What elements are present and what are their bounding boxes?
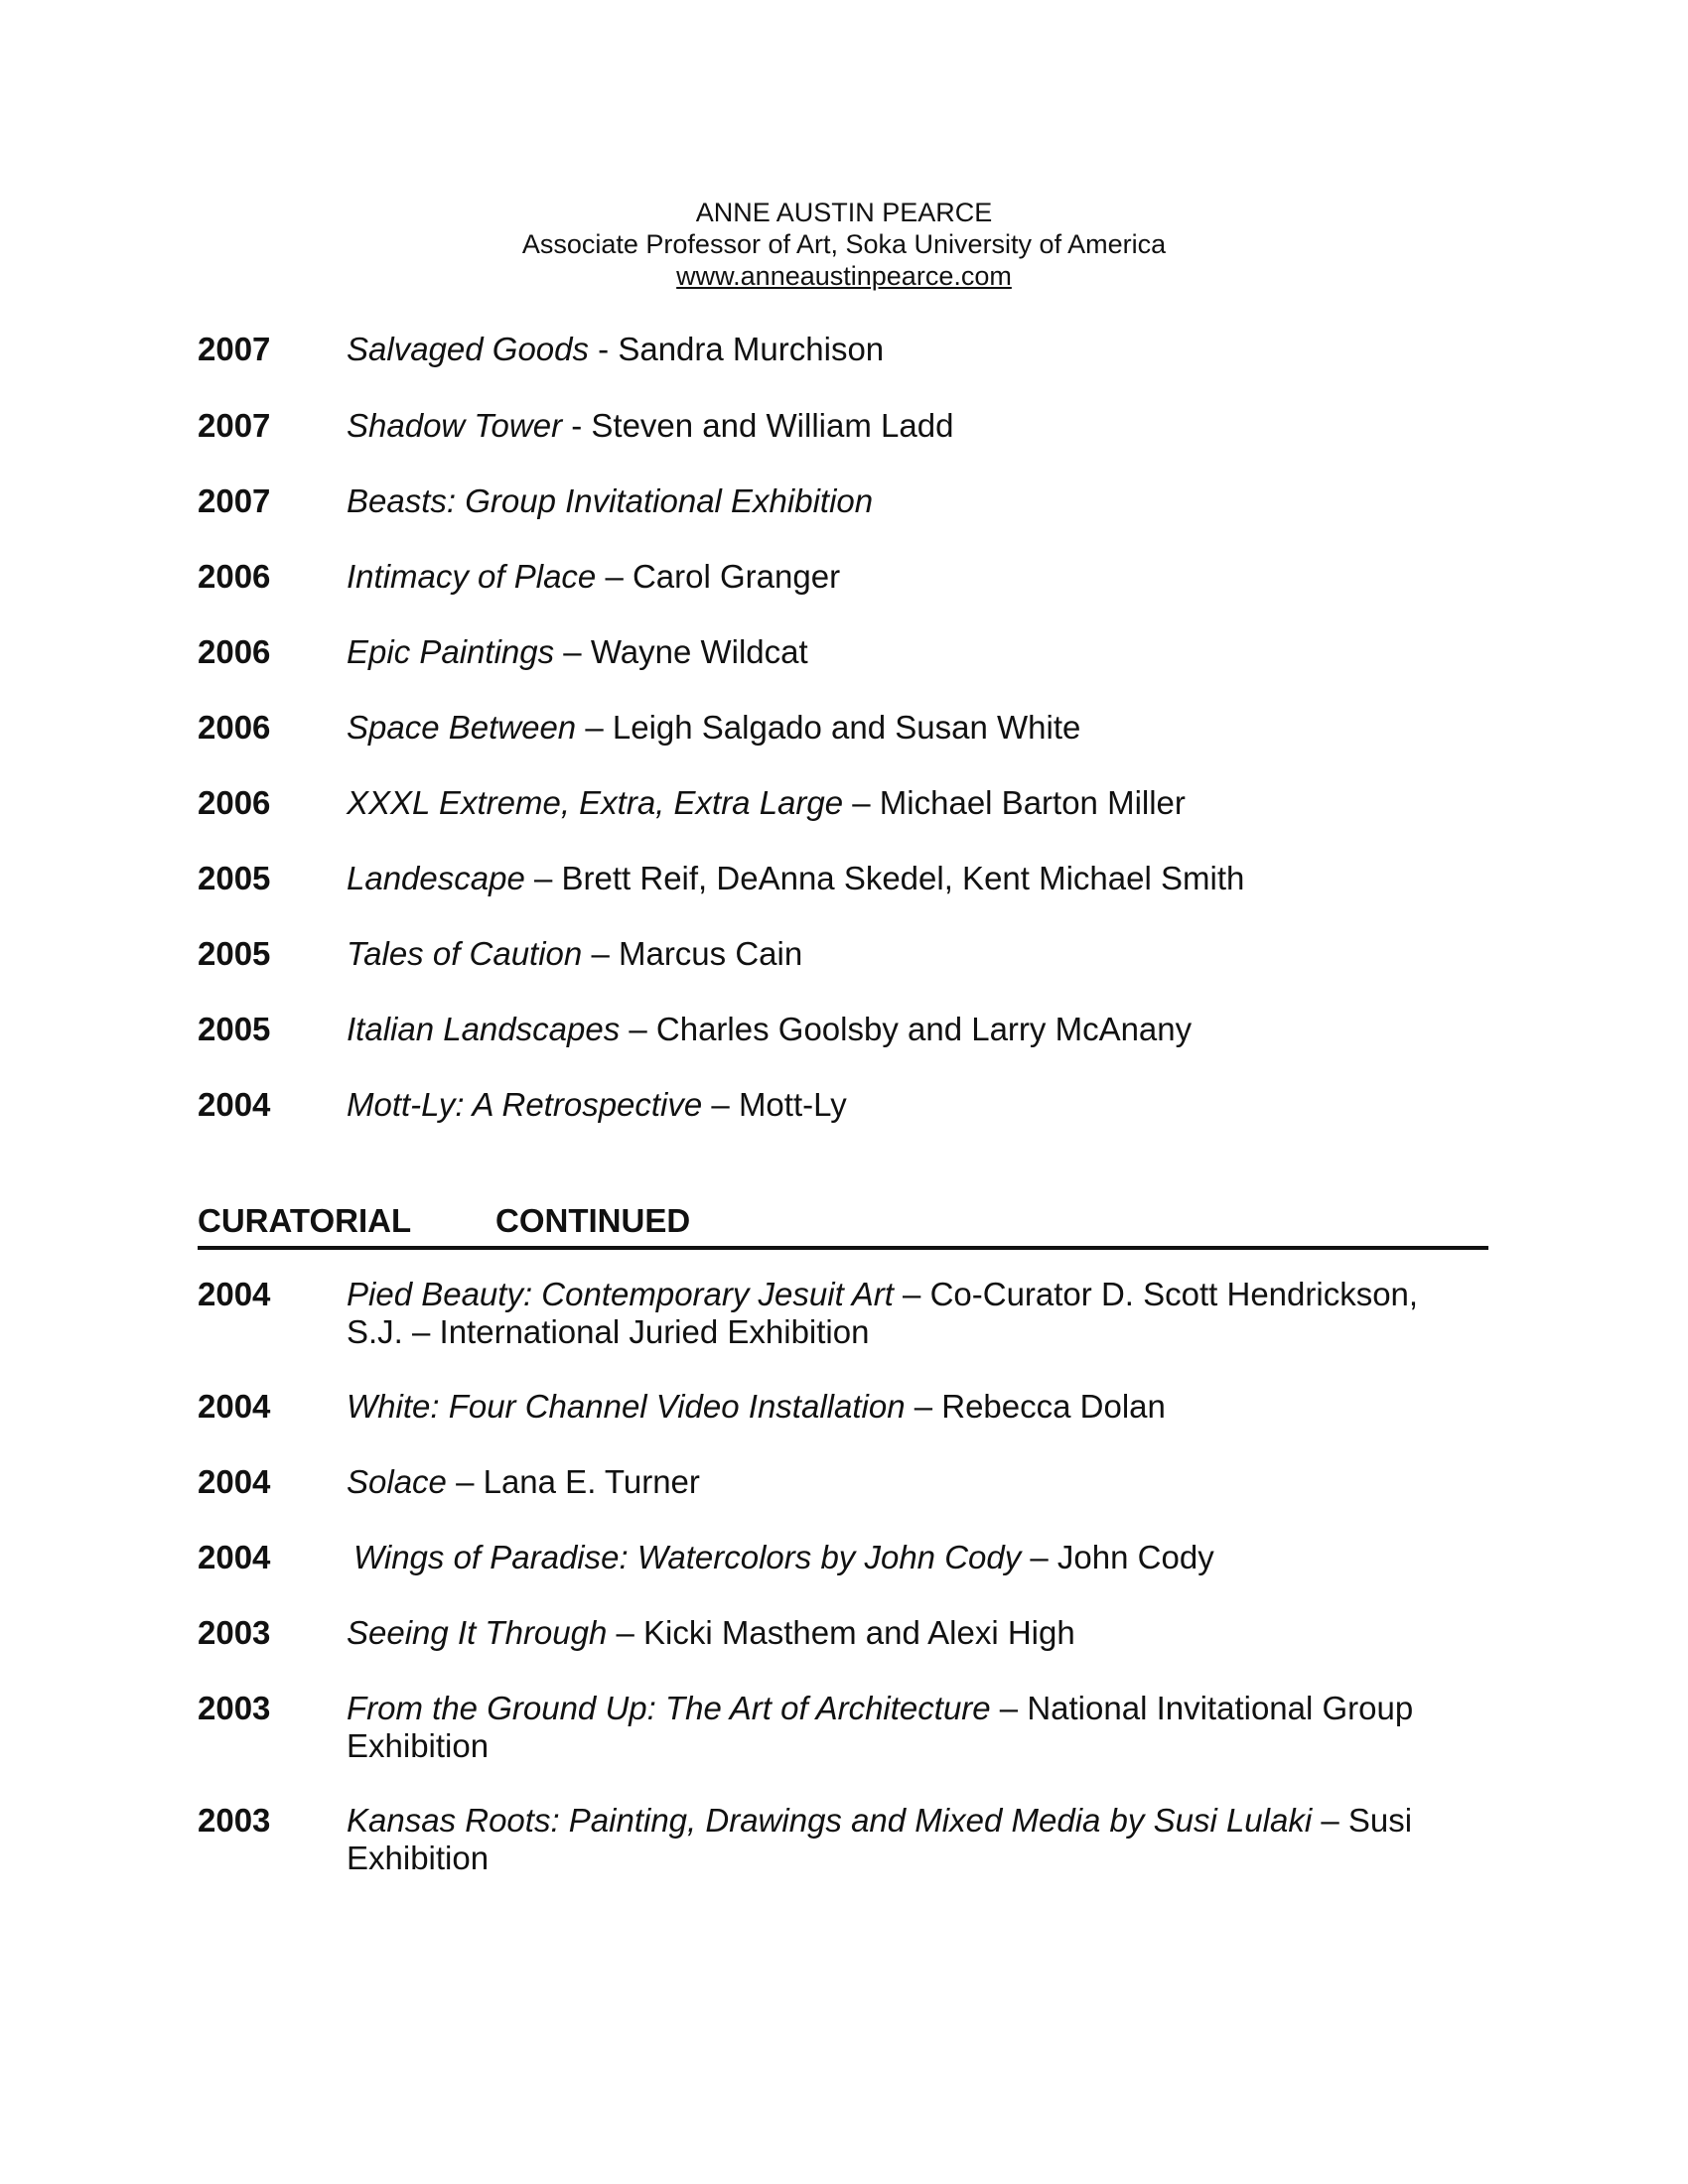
entry-description: [347, 860, 1637, 897]
entry-title: White: Four Channel Video Installation: [347, 1388, 906, 1425]
entry-year: 2003: [198, 1802, 271, 1839]
entry-detail-continued: Exhibition: [347, 1840, 490, 1876]
entry-title: Pied Beauty: Contemporary Jesuit Art: [347, 1276, 894, 1312]
entry-detail: – Rebecca Dolan: [905, 1388, 1166, 1425]
entry-detail-continued: S.J. – International Juried Exhibition: [347, 1313, 870, 1350]
website-link[interactable]: www.anneaustinpearce.com: [676, 261, 1012, 291]
entry-description: [353, 1539, 1644, 1576]
entry-description: [347, 331, 1637, 368]
entry-title: Shadow Tower: [347, 407, 563, 444]
entry-detail: - Sandra Murchison: [589, 331, 885, 367]
entry-title: Mott-Ly: A Retrospective: [347, 1086, 703, 1123]
entry-detail-continued: Exhibition: [347, 1727, 490, 1764]
entry-detail: – Kicki Masthem and Alexi High: [607, 1614, 1075, 1651]
entry-description: [347, 558, 1637, 596]
entry-year: 2007: [198, 407, 271, 444]
entry-year: 2004: [198, 1086, 271, 1123]
entry-description: [347, 1802, 1637, 1877]
entry-title: Wings of Paradise: Watercolors by John Cody: [353, 1539, 1022, 1575]
entry-title: Beasts: Group Invitational Exhibition: [347, 482, 874, 519]
entry-detail: – Brett Reif, DeAnna Skedel, Kent Michael Smith: [524, 860, 1245, 896]
entry-year: 2005: [198, 1011, 271, 1047]
entry-description: [347, 407, 1637, 445]
entry-year: 2007: [198, 482, 271, 519]
entry-description: [347, 1011, 1637, 1048]
entry-description: [347, 482, 1637, 520]
section-heading: [198, 1198, 1488, 1250]
entry-description: [347, 1690, 1637, 1765]
entry-year: 2006: [198, 558, 271, 595]
entry-title: Salvaged Goods: [347, 331, 590, 367]
entry-title: Solace: [347, 1463, 447, 1500]
entry-detail: – Co-Curator D. Scott Hendrickson,: [893, 1276, 1419, 1312]
entry-year: 2004: [198, 1276, 271, 1312]
entry-title: Seeing It Through: [347, 1614, 608, 1651]
entry-title: Epic Paintings: [347, 633, 555, 670]
entry-year: 2005: [198, 860, 271, 896]
entry-description: [347, 633, 1637, 671]
entry-title: Kansas Roots: Painting, Drawings and Mixed Media by Susi Lulaki: [347, 1802, 1313, 1839]
entry-year: 2003: [198, 1690, 271, 1726]
entry-detail: – Wayne Wildcat: [554, 633, 808, 670]
entry-detail: – Susi: [1312, 1802, 1413, 1839]
entry-description: [347, 1388, 1637, 1426]
section-continued-label: CONTINUED: [495, 1202, 691, 1239]
entry-year: 2003: [198, 1614, 271, 1651]
entry-title: Tales of Caution: [347, 935, 583, 972]
entry-detail: – Michael Barton Miller: [843, 784, 1186, 821]
entry-title: Landescape: [347, 860, 525, 896]
entry-detail: – Marcus Cain: [582, 935, 803, 972]
author-position: Associate Professor of Art, Soka University of America: [521, 229, 1167, 259]
entry-year: 2006: [198, 633, 271, 670]
entry-title: Space Between: [347, 709, 577, 746]
entry-description: [347, 935, 1637, 973]
entry-year: 2005: [198, 935, 271, 972]
entry-title: XXXL Extreme, Extra, Extra Large: [347, 784, 844, 821]
entry-year: 2004: [198, 1539, 271, 1575]
entry-description: [347, 784, 1637, 822]
entry-title: Italian Landscapes: [347, 1011, 621, 1047]
entry-description: [347, 1276, 1637, 1351]
entry-detail: – Mott-Ly: [702, 1086, 847, 1123]
entry-year: 2004: [198, 1463, 271, 1500]
entry-title: From the Ground Up: The Art of Architecture: [347, 1690, 991, 1726]
section-title: CURATORIAL: [198, 1202, 412, 1239]
document-header: [0, 197, 1688, 292]
entry-year: 2006: [198, 784, 271, 821]
entry-detail: – Charles Goolsby and Larry McAnany: [620, 1011, 1193, 1047]
entry-year: 2004: [198, 1388, 271, 1425]
entry-detail: – Carol Granger: [596, 558, 841, 595]
entry-description: [347, 1614, 1637, 1652]
entry-description: [347, 1086, 1637, 1124]
entry-description: [347, 1463, 1637, 1501]
entry-year: 2006: [198, 709, 271, 746]
entry-detail: – Lana E. Turner: [446, 1463, 700, 1500]
entry-detail: – John Cody: [1021, 1539, 1214, 1575]
entry-detail: – Leigh Salgado and Susan White: [576, 709, 1081, 746]
entry-description: [347, 709, 1637, 747]
entry-year: 2007: [198, 331, 271, 367]
entry-detail: - Steven and William Ladd: [562, 407, 954, 444]
entry-title: Intimacy of Place: [347, 558, 597, 595]
author-name: ANNE AUSTIN PEARCE: [695, 198, 993, 227]
entry-detail: – National Invitational Group: [990, 1690, 1414, 1726]
